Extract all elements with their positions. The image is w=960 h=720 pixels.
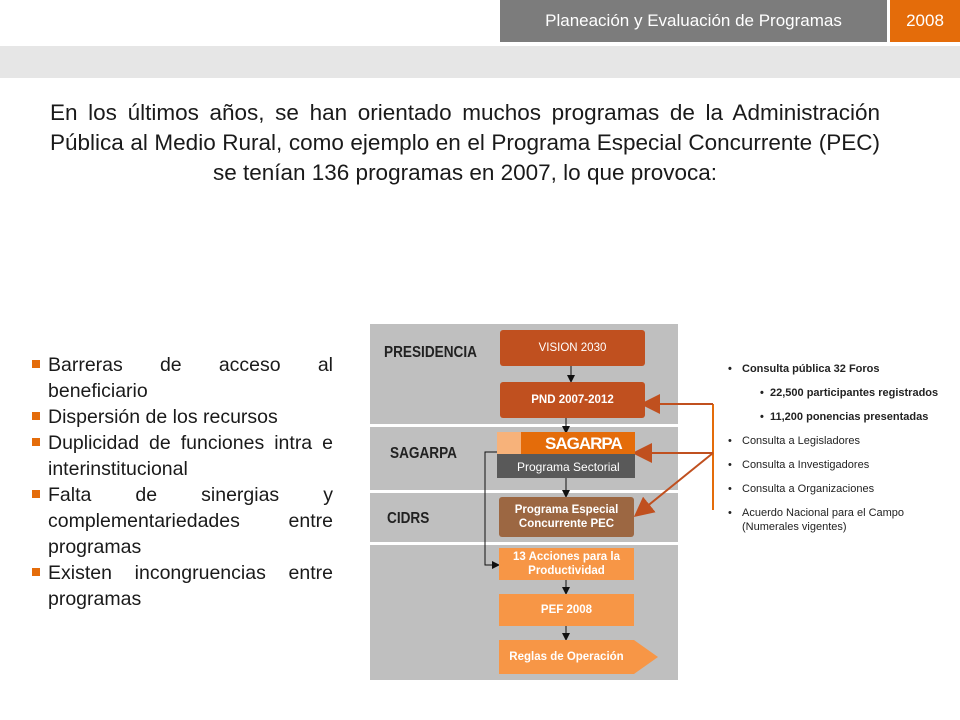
box-13-acciones: 13 Acciones para la Productividad bbox=[499, 548, 634, 580]
list-item: • Consulta pública 32 Foros bbox=[728, 362, 953, 376]
box-reglas-operacion: Reglas de Operación bbox=[499, 640, 634, 674]
header-year: 2008 bbox=[890, 0, 960, 42]
sagarpa-logo bbox=[497, 432, 635, 478]
list-item: Barreras de acceso al beneficiario bbox=[30, 352, 333, 404]
box-pef-2008: PEF 2008 bbox=[499, 594, 634, 626]
reglas-arrow-tip bbox=[634, 640, 658, 674]
list-item: • Consulta a Legisladores bbox=[728, 434, 953, 448]
band-label-presidencia: PRESIDENCIA bbox=[384, 344, 477, 361]
orange-arrow bbox=[640, 453, 713, 512]
list-item: • Consulta a Organizaciones bbox=[728, 482, 953, 496]
sagarpa-logo-subtitle: Programa Sectorial bbox=[517, 460, 620, 474]
list-item: • 11,200 ponencias presentadas bbox=[760, 410, 953, 424]
list-item: • Consulta a Investigadores bbox=[728, 458, 953, 472]
list-item: Dispersión de los recursos bbox=[30, 404, 333, 430]
list-item: • 22,500 participantes registrados bbox=[760, 386, 953, 400]
list-item: • Acuerdo Nacional para el Campo (Numerales vigentes) bbox=[728, 506, 953, 534]
box-vision-2030: VISION 2030 bbox=[500, 330, 645, 366]
box-pnd: PND 2007-2012 bbox=[500, 382, 645, 418]
sagarpa-logo-text: SAGARPA bbox=[545, 434, 622, 453]
list-item: Falta de sinergias y complementariedades entre programas bbox=[30, 482, 333, 560]
list-item: Duplicidad de funciones intra e interinstitucional bbox=[30, 430, 333, 482]
band-label-cidrs: CIDRS bbox=[387, 510, 430, 527]
header-title: Planeación y Evaluación de Programas bbox=[500, 0, 887, 42]
list-item: Existen incongruencias entre programas bbox=[30, 560, 333, 612]
band-label-sagarpa: SAGARPA bbox=[390, 445, 458, 462]
box-pec: Programa Especial Concurrente PEC bbox=[499, 497, 634, 537]
intro-text: En los últimos años, se han orientado muchos programas de la Administración Pública al Medio Rural, como ejemplo en el Programa Especial Concurrente (PEC) se tenían 136 programas en 2007, lo que provoca: bbox=[50, 100, 880, 185]
consulta-list bbox=[728, 362, 953, 544]
